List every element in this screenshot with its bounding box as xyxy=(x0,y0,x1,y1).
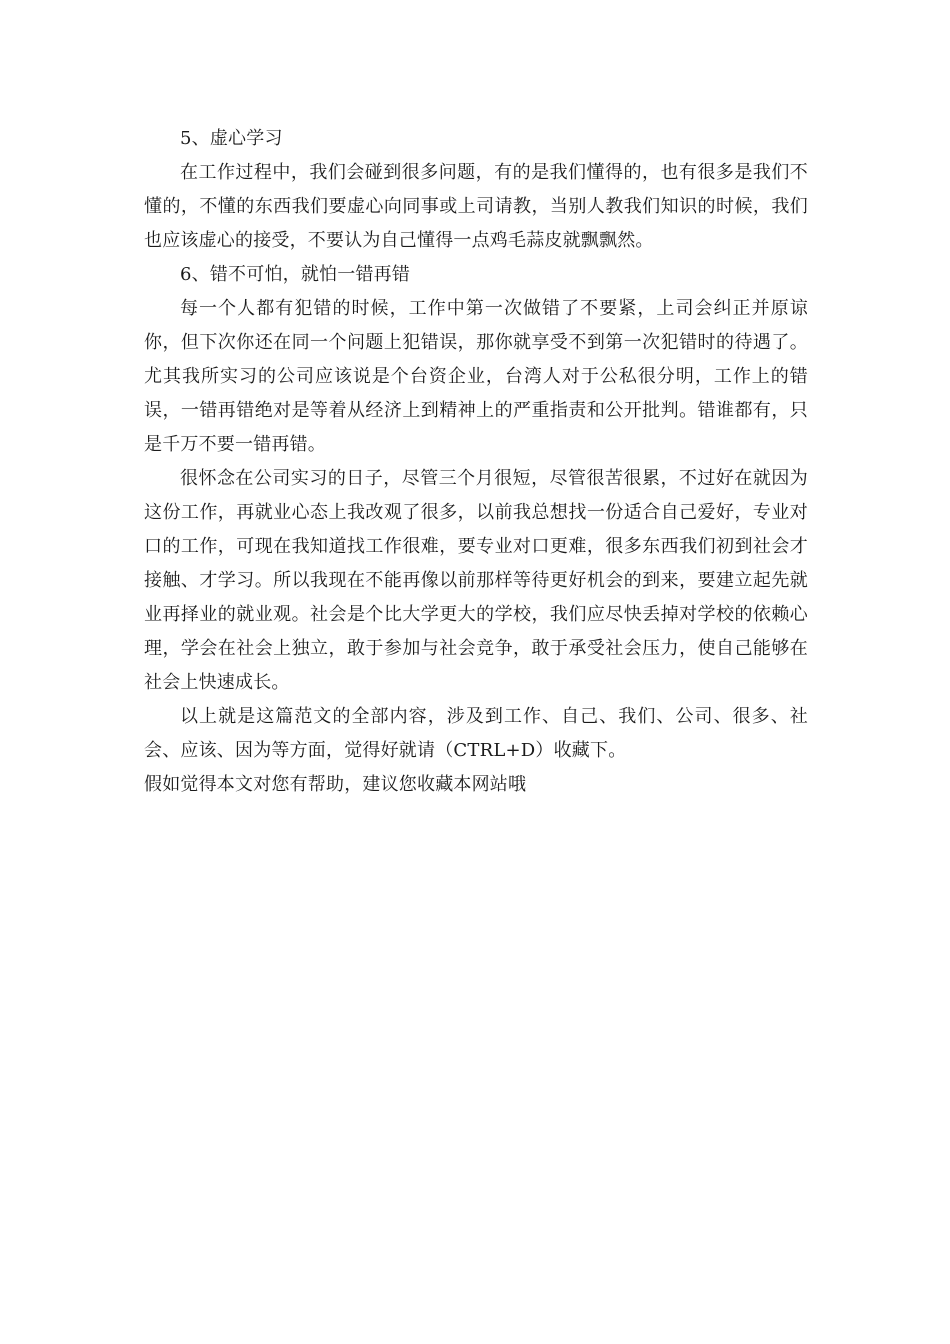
paragraph-conclusion: 很怀念在公司实习的日子，尽管三个月很短，尽管很苦很累，不过好在就因为这份工作，再就业心态上我改观了很多，以前我总想找一份适合自己爱好，专业对口的工作，可现在我知道找工作很难，要专业对口更难，很多东西我们初到社会才接触、才学习。所以我现在不能再像以前那样等待更好机会的到来，要建立起先就业再择业的就业观。社会是个比大学更大的学校，我们应尽快丢掉对学校的依赖心理，学会在社会上独立，敢于参加与社会竞争，敢于承受社会压力，使自己能够在社会上快速成长。 xyxy=(144,468,808,693)
document-body xyxy=(144,122,808,802)
section-heading-5: 5、虚心学习 xyxy=(180,128,283,149)
footer-note: 假如觉得本文对您有帮助，建议您收藏本网站哦 xyxy=(144,774,527,795)
section-heading-6: 6、错不可怕，就怕一错再错 xyxy=(180,264,411,285)
paragraph-6: 每一个人都有犯错的时候，工作中第一次做错了不要紧，上司会纠正并原谅你，但下次你还在同一个问题上犯错误，那你就享受不到第一次犯错时的待遇了。尤其我所实习的公司应该说是个台资企业，台湾人对于公私很分明，工作上的错误，一错再错绝对是等着从经济上到精神上的严重指责和公开批判。错谁都有，只是千万不要一错再错。 xyxy=(144,298,808,455)
paragraph-summary: 以上就是这篇范文的全部内容，涉及到工作、自己、我们、公司、很多、社会、应该、因为等方面，觉得好就请（CTRL+D）收藏下。 xyxy=(144,706,808,761)
paragraph-5: 在工作过程中，我们会碰到很多问题，有的是我们懂得的，也有很多是我们不懂的，不懂的东西我们要虚心向同事或上司请教，当别人教我们知识的时候，我们也应该虚心的接受，不要认为自己懂得一点鸡毛蒜皮就飘飘然。 xyxy=(144,162,808,251)
